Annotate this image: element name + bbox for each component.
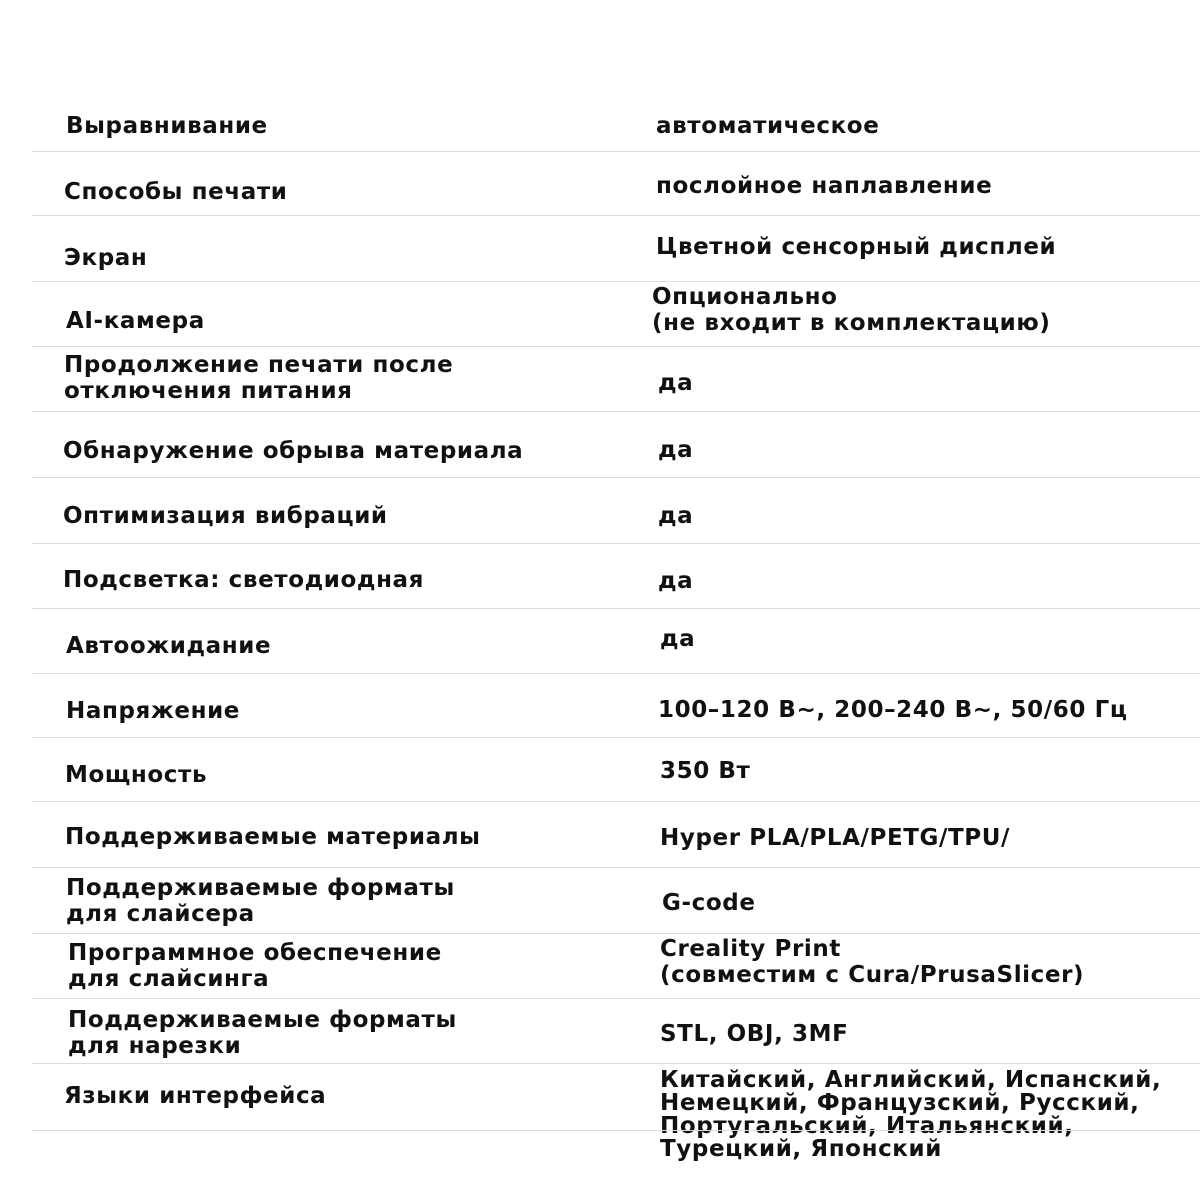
- row-divider: [32, 1130, 1200, 1131]
- spec-value: Hyper PLA/PLA/PETG/TPU/: [660, 825, 1011, 851]
- spec-value: Creality Print (совместим с Cura/PrusaSlicer): [660, 936, 1085, 988]
- spec-label: Напряжение: [66, 698, 240, 724]
- row-divider: [32, 737, 1200, 738]
- row-divider: [32, 673, 1200, 674]
- row-divider: [32, 801, 1200, 802]
- spec-value: да: [658, 437, 694, 463]
- spec-label: AI-камера: [66, 308, 205, 334]
- row-divider: [32, 1063, 1200, 1064]
- row-divider: [32, 477, 1200, 478]
- row-divider: [32, 867, 1200, 868]
- row-divider: [32, 998, 1200, 999]
- spec-label: Оптимизация вибраций: [63, 503, 388, 529]
- spec-label: Обнаружение обрыва материала: [63, 438, 524, 464]
- row-divider: [32, 543, 1200, 544]
- spec-label: Мощность: [65, 762, 208, 788]
- row-divider: [32, 346, 1200, 347]
- spec-label: Поддерживаемые форматы для слайсера: [66, 875, 455, 927]
- spec-value: да: [658, 503, 694, 529]
- spec-value: Цветной сенсорный дисплей: [656, 234, 1057, 260]
- spec-label: Подсветка: светодиодная: [63, 567, 425, 593]
- row-divider: [32, 281, 1200, 282]
- row-divider: [32, 411, 1200, 412]
- spec-label: Поддерживаемые материалы: [65, 824, 481, 850]
- spec-value: да: [658, 370, 694, 396]
- spec-label: Способы печати: [64, 179, 288, 205]
- spec-value: G-code: [662, 890, 756, 916]
- row-divider: [32, 215, 1200, 216]
- spec-label: Продолжение печати после отключения питания: [64, 352, 454, 404]
- spec-value: 350 Вт: [660, 758, 751, 784]
- spec-label: Экран: [64, 245, 148, 271]
- row-divider: [32, 151, 1200, 152]
- spec-value: послойное наплавление: [656, 173, 993, 199]
- spec-value: да: [658, 568, 694, 594]
- spec-value: Опционально (не входит в комплектацию): [652, 284, 1051, 336]
- spec-label: Автоожидание: [66, 633, 272, 659]
- spec-value: да: [660, 626, 696, 652]
- spec-label: Программное обеспечение для слайсинга: [68, 940, 442, 992]
- row-divider: [32, 608, 1200, 609]
- spec-label: Языки интерфейса: [64, 1083, 327, 1109]
- row-divider: [32, 933, 1200, 934]
- spec-label: Поддерживаемые форматы для нарезки: [68, 1007, 457, 1059]
- spec-label: Выравнивание: [66, 113, 268, 139]
- spec-value: STL, OBJ, 3MF: [660, 1021, 849, 1047]
- spec-value: автоматическое: [656, 113, 880, 139]
- spec-value: 100–120 В~, 200–240 В~, 50/60 Гц: [658, 697, 1128, 723]
- spec-value: Китайский, Английский, Испанский, Немецкий, Французский, Русский, Португальский, Итальянский, Турецкий, Японский: [660, 1067, 1162, 1162]
